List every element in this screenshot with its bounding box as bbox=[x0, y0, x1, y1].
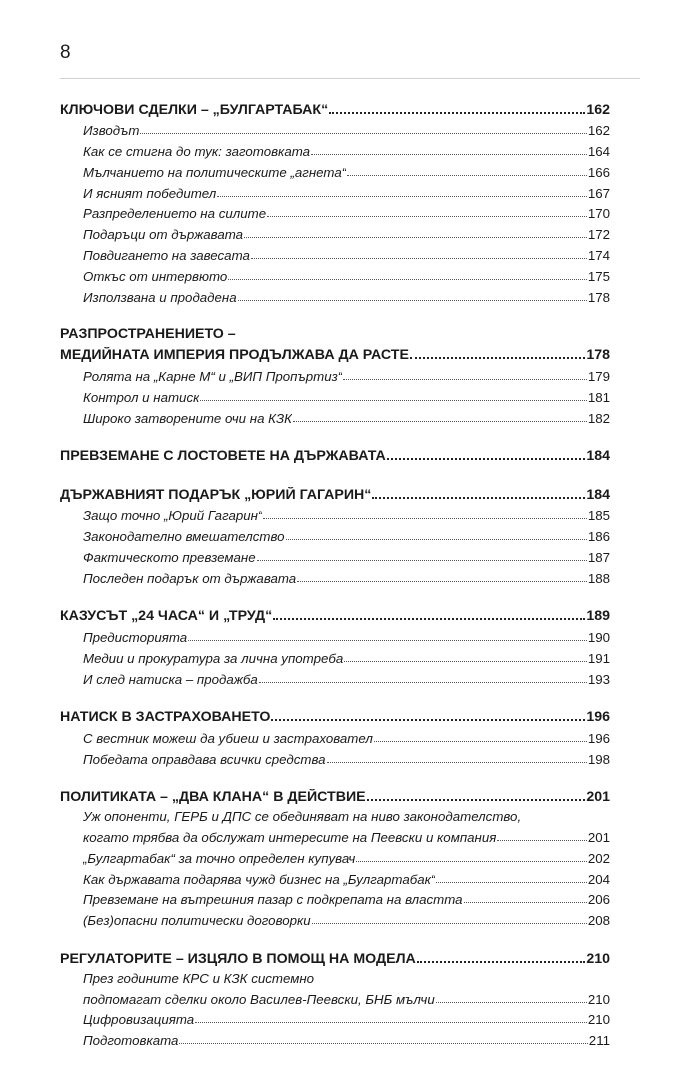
section-page-number: 201 bbox=[586, 789, 610, 806]
dot-leader bbox=[436, 1002, 587, 1003]
section-heading-text: ПРЕВЗЕМАНЕ С ЛОСТОВЕТЕ НА ДЪРЖАВАТА bbox=[60, 448, 386, 465]
entry-text: Медии и прокуратура за лична употреба bbox=[83, 650, 344, 666]
toc-section bbox=[60, 443, 610, 465]
toc-entry[interactable] bbox=[60, 746, 610, 767]
entry-text: През годините КРС и КЗК системно bbox=[83, 970, 315, 986]
dot-leader bbox=[343, 379, 587, 380]
page-number: 8 bbox=[60, 42, 72, 63]
entry-text: Как се стигна до тук: заготовката bbox=[83, 144, 311, 160]
toc-entry[interactable] bbox=[60, 138, 610, 159]
section-heading[interactable] bbox=[60, 481, 610, 503]
toc-entry[interactable] bbox=[60, 405, 610, 426]
section-heading-text: НАТИСК В ЗАСТРАХОВАНЕТО bbox=[60, 709, 271, 726]
entry-text: Ролята на „Карне М“ и „ВИП Пропъртиз“ bbox=[83, 368, 343, 384]
toc-entry[interactable] bbox=[60, 887, 610, 908]
toc-entry[interactable] bbox=[60, 503, 610, 524]
entry-text: Цифровизацията bbox=[83, 1012, 195, 1028]
dot-leader bbox=[410, 357, 585, 359]
entry-text: Фактическото превземане bbox=[83, 549, 256, 565]
section-heading-text: КАЗУСЪТ „24 ЧАСА“ И „ТРУД“ bbox=[60, 608, 273, 625]
entry-text: С вестник можеш да убиеш и застраховател bbox=[83, 730, 373, 746]
section-page-number: 189 bbox=[586, 608, 610, 625]
dot-leader bbox=[238, 300, 587, 301]
dot-leader bbox=[259, 682, 587, 683]
toc-entry[interactable] bbox=[60, 523, 610, 544]
toc-section bbox=[60, 322, 610, 426]
dot-leader bbox=[140, 133, 586, 134]
section-page-number: 184 bbox=[586, 486, 610, 503]
section-heading[interactable] bbox=[60, 443, 610, 465]
section-heading[interactable] bbox=[60, 945, 610, 967]
dot-leader bbox=[273, 618, 585, 620]
toc-entry[interactable] bbox=[60, 725, 610, 746]
dot-leader bbox=[347, 175, 587, 176]
section-heading-line bbox=[60, 322, 610, 342]
entry-page-number: 198 bbox=[587, 751, 610, 767]
dot-leader bbox=[311, 154, 587, 155]
toc-entry[interactable] bbox=[60, 544, 610, 565]
entry-text: Разпределението на силите bbox=[83, 206, 267, 222]
toc-entry[interactable] bbox=[60, 363, 610, 384]
toc-entry[interactable] bbox=[60, 624, 610, 645]
section-heading-text: РАЗПРОСТРАНЕНИЕТО – bbox=[60, 325, 236, 342]
entry-page-number: 186 bbox=[587, 529, 610, 545]
toc-entry[interactable] bbox=[60, 986, 610, 1007]
entry-page-number: 211 bbox=[588, 1033, 610, 1049]
toc-entry[interactable] bbox=[60, 565, 610, 586]
entry-text: Победата оправдава всички средства bbox=[83, 751, 326, 767]
entry-page-number: 210 bbox=[587, 991, 610, 1007]
dot-leader bbox=[244, 237, 587, 238]
entry-text: Контрол и натиск bbox=[83, 389, 200, 405]
entry-page-number: 179 bbox=[587, 368, 610, 384]
entry-text: Широко затворените очи на КЗК bbox=[83, 410, 293, 426]
dot-leader bbox=[329, 112, 585, 114]
section-heading-text: МЕДИЙНАТА ИМПЕРИЯ ПРОДЪЛЖАВА ДА РАСТЕ bbox=[60, 347, 409, 364]
toc-entry[interactable] bbox=[60, 907, 610, 928]
dot-leader bbox=[195, 1022, 587, 1023]
entry-text: Повдигането на завесата bbox=[83, 248, 250, 264]
entry-page-number: 210 bbox=[587, 1012, 610, 1028]
toc-entry[interactable] bbox=[60, 159, 610, 180]
entry-page-number: 201 bbox=[587, 830, 610, 846]
entry-text: Подаръци от държавата bbox=[83, 227, 244, 243]
dot-leader bbox=[372, 497, 585, 499]
dot-leader bbox=[344, 661, 587, 662]
entry-page-number: 204 bbox=[587, 871, 610, 887]
entry-page-number: 172 bbox=[587, 227, 610, 243]
dot-leader bbox=[497, 840, 586, 841]
toc-entry[interactable] bbox=[60, 284, 610, 305]
entry-page-number: 174 bbox=[587, 248, 610, 264]
entry-text: Използвана и продадена bbox=[83, 289, 237, 305]
entry-page-number: 202 bbox=[587, 850, 610, 866]
entry-text: И ясният победител bbox=[83, 185, 217, 201]
entry-page-number: 164 bbox=[587, 144, 610, 160]
dot-leader bbox=[267, 216, 587, 217]
entry-page-number: 196 bbox=[587, 730, 610, 746]
section-page-number: 210 bbox=[586, 950, 610, 967]
toc-entry[interactable] bbox=[60, 1007, 610, 1028]
toc-entry[interactable] bbox=[60, 824, 610, 845]
entry-text: Законодателно вмешателство bbox=[83, 529, 285, 545]
toc-entry[interactable] bbox=[60, 201, 610, 222]
section-heading[interactable] bbox=[60, 784, 610, 806]
section-page-number: 196 bbox=[586, 709, 610, 726]
entry-page-number: 166 bbox=[587, 164, 610, 180]
section-heading-text: КЛЮЧОВИ СДЕЛКИ – „БУЛГАРТАБАК“ bbox=[60, 101, 329, 118]
section-heading-text: РЕГУЛАТОРИТЕ – ИЗЦЯЛО В ПОМОЩ НА МОДЕЛА bbox=[60, 950, 416, 967]
toc-section bbox=[60, 945, 610, 1048]
entry-page-number: 191 bbox=[587, 650, 610, 666]
dot-leader bbox=[436, 882, 586, 883]
section-page-number: 178 bbox=[586, 347, 610, 364]
entry-text: Подготовката bbox=[83, 1033, 179, 1049]
toc-section bbox=[60, 481, 610, 586]
dot-leader bbox=[297, 581, 587, 582]
entry-page-number: 181 bbox=[587, 389, 610, 405]
toc-entry[interactable] bbox=[60, 180, 610, 201]
section-page-number: 184 bbox=[586, 448, 610, 465]
entry-text: Как държавата подарява чужд бизнес на „Булгартабак“ bbox=[83, 871, 436, 887]
dot-leader bbox=[271, 719, 585, 721]
toc-entry[interactable] bbox=[60, 384, 610, 405]
dot-leader bbox=[417, 961, 586, 963]
dot-leader bbox=[286, 539, 587, 540]
dot-leader bbox=[312, 923, 587, 924]
toc-section bbox=[60, 784, 610, 928]
toc-entry-line bbox=[60, 967, 610, 986]
entry-text: Мълчанието на политическите „агнета“ bbox=[83, 164, 347, 180]
entry-text: подпомагат сделки около Василев-Пеевски, БНБ мълчи bbox=[83, 991, 435, 1007]
entry-page-number: 170 bbox=[587, 206, 610, 222]
entry-text: Превземане на вътрешния пазар с подкрепата на властта bbox=[83, 892, 463, 908]
entry-page-number: 167 bbox=[587, 185, 610, 201]
dot-leader bbox=[464, 902, 587, 903]
toc-section bbox=[60, 704, 610, 767]
entry-page-number: 182 bbox=[587, 410, 610, 426]
entry-page-number: 190 bbox=[587, 630, 610, 646]
dot-leader bbox=[263, 518, 586, 519]
toc-entry[interactable] bbox=[60, 666, 610, 687]
toc-section bbox=[60, 603, 610, 687]
entry-page-number: 162 bbox=[587, 123, 610, 139]
toc-entry[interactable] bbox=[60, 221, 610, 242]
section-heading[interactable] bbox=[60, 704, 610, 726]
entry-text: когато трябва да обслужат интересите на Пеевски и компания bbox=[83, 830, 497, 846]
entry-text: (Без)опасни политически договорки bbox=[83, 913, 311, 929]
toc-entry[interactable] bbox=[60, 118, 610, 139]
entry-text: Откъс от интервюто bbox=[83, 268, 228, 284]
entry-page-number: 206 bbox=[587, 892, 610, 908]
entry-text: Предисторията bbox=[83, 630, 188, 646]
dot-leader bbox=[257, 560, 587, 561]
entry-page-number: 188 bbox=[587, 570, 610, 586]
toc-entry[interactable] bbox=[60, 263, 610, 284]
entry-text: „Булгартабак“ за точно определен купувач bbox=[83, 850, 356, 866]
entry-text: Защо точно „Юрий Гагарин“ bbox=[83, 508, 263, 524]
toc-entry[interactable] bbox=[60, 1027, 610, 1048]
entry-page-number: 175 bbox=[587, 268, 610, 284]
dot-leader bbox=[228, 279, 587, 280]
dot-leader bbox=[367, 799, 586, 801]
section-heading[interactable] bbox=[60, 96, 610, 118]
entry-page-number: 193 bbox=[587, 671, 610, 687]
entry-text: Последен подарък от държавата bbox=[83, 570, 297, 586]
dot-leader bbox=[356, 861, 587, 862]
toc-entry[interactable] bbox=[60, 645, 610, 666]
entry-page-number: 178 bbox=[587, 289, 610, 305]
entry-page-number: 208 bbox=[587, 913, 610, 929]
dot-leader bbox=[374, 741, 587, 742]
section-heading[interactable] bbox=[60, 603, 610, 625]
dot-leader bbox=[327, 762, 587, 763]
entry-text: Уж опоненти, ГЕРБ и ДПС се обединяват на ниво законодателство, bbox=[83, 809, 522, 825]
dot-leader bbox=[217, 196, 587, 197]
section-page-number: 162 bbox=[586, 101, 610, 118]
header-divider bbox=[60, 78, 640, 79]
entry-text: Изводът bbox=[83, 123, 140, 139]
toc-section bbox=[60, 96, 610, 305]
toc-entry-line bbox=[60, 805, 610, 824]
dot-leader bbox=[200, 400, 586, 401]
section-heading[interactable] bbox=[60, 342, 610, 364]
entry-page-number: 187 bbox=[587, 549, 610, 565]
table-of-contents bbox=[60, 96, 610, 1065]
dot-leader bbox=[179, 1043, 587, 1044]
dot-leader bbox=[251, 258, 587, 259]
dot-leader bbox=[293, 421, 587, 422]
section-heading-text: ПОЛИТИКАТА – „ДВА КЛАНА“ В ДЕЙСТВИЕ bbox=[60, 789, 366, 806]
toc-entry[interactable] bbox=[60, 242, 610, 263]
toc-entry[interactable] bbox=[60, 866, 610, 887]
dot-leader bbox=[387, 458, 586, 460]
section-heading-text: ДЪРЖАВНИЯТ ПОДАРЪК „ЮРИЙ ГАГАРИН“ bbox=[60, 486, 372, 503]
dot-leader bbox=[188, 640, 587, 641]
toc-entry[interactable] bbox=[60, 845, 610, 866]
entry-page-number: 185 bbox=[587, 508, 610, 524]
entry-text: И след натиска – продажба bbox=[83, 671, 258, 687]
